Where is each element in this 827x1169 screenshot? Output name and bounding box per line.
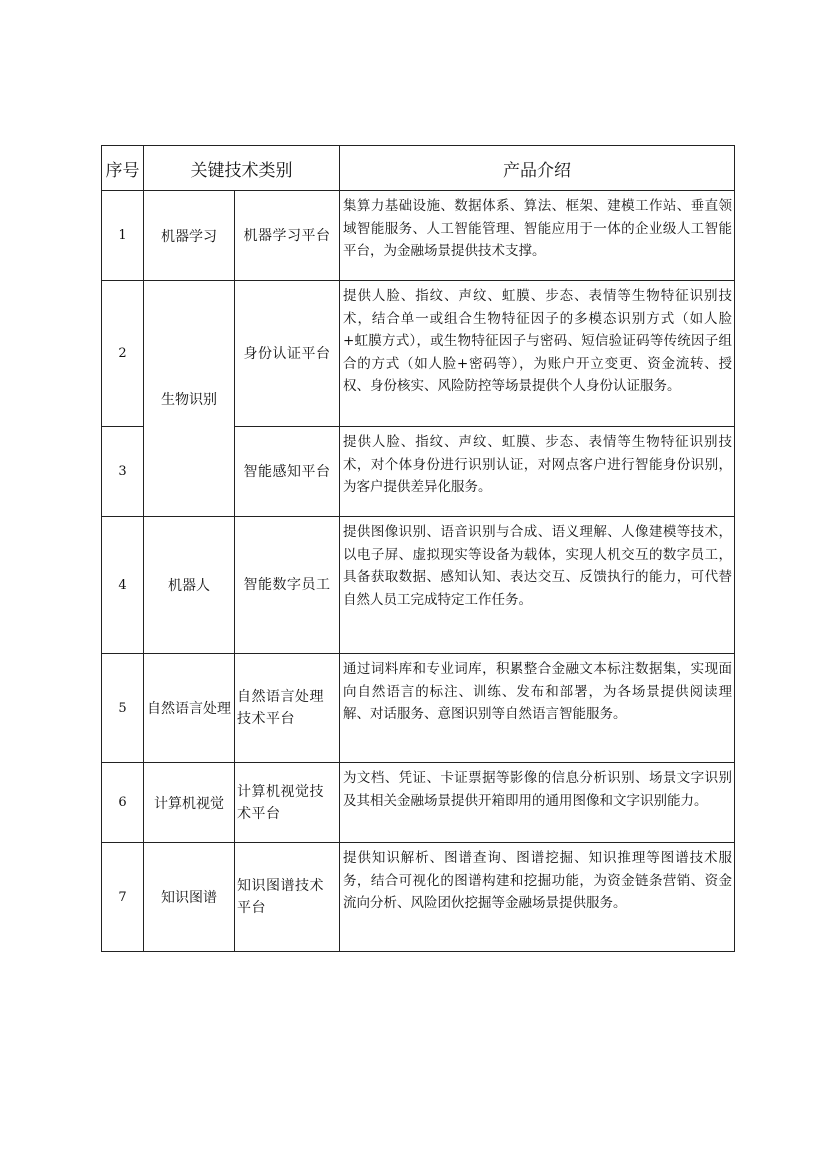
row-no: 2 (102, 281, 144, 427)
table-row (102, 843, 735, 952)
header-intro: 产品介绍 (340, 146, 735, 191)
row-category: 计算机视觉 (144, 763, 235, 843)
table-row (102, 517, 735, 654)
key-technology-table (101, 145, 735, 952)
row-category: 机器人 (144, 517, 235, 654)
row-subcategory: 智能数字员工 (235, 517, 340, 654)
row-subcategory: 机器学习平台 (235, 191, 340, 281)
header-category: 关键技术类别 (144, 146, 340, 191)
table-row (102, 763, 735, 843)
row-no: 6 (102, 763, 144, 843)
row-description: 为文档、凭证、卡证票据等影像的信息分析识别、场景文字识别及其相关金融场景提供开箱即用的通用图像和文字识别能力。 (340, 763, 735, 843)
row-no: 5 (102, 654, 144, 763)
row-description: 提供人脸、指纹、声纹、虹膜、步态、表情等生物特征识别技术，结合单一或组合生物特征因子的多模态识别方式（如人脸+虹膜方式），或生物特征因子与密码、短信验证码等传统因子组合的方式（如人脸+密码等），为账户开立变更、资金流转、授权、身份核实、风险防控等场景提供个人身份认证服务。 (340, 281, 735, 427)
row-subcategory: 自然语言处理技术平台 (235, 654, 340, 763)
row-description: 集算力基础设施、数据体系、算法、框架、建模工作站、垂直领域智能服务、人工智能管理、智能应用于一体的企业级人工智能平台，为金融场景提供技术支撑。 (340, 191, 735, 281)
row-description: 通过词料库和专业词库，积累整合金融文本标注数据集，实现面向自然语言的标注、训练、发布和部署，为各场景提供阅读理解、对话服务、意图识别等自然语言智能服务。 (340, 654, 735, 763)
row-category: 生物识别 (144, 281, 235, 517)
row-no: 4 (102, 517, 144, 654)
row-subcategory: 智能感知平台 (235, 427, 340, 517)
row-no: 7 (102, 843, 144, 952)
row-subcategory: 计算机视觉技术平台 (235, 763, 340, 843)
row-description: 提供图像识别、语音识别与合成、语义理解、人像建模等技术，以电子屏、虚拟现实等设备为载体，实现人机交互的数字员工，具备获取数据、感知认知、表达交互、反馈执行的能力，可代替自然人员工完成特定工作任务。 (340, 517, 735, 654)
table-row (102, 191, 735, 281)
table-row (102, 654, 735, 763)
row-description: 提供人脸、指纹、声纹、虹膜、步态、表情等生物特征识别技术，对个体身份进行识别认证，对网点客户进行智能身份识别，为客户提供差异化服务。 (340, 427, 735, 517)
table-header-row (102, 146, 735, 191)
row-no: 3 (102, 427, 144, 517)
row-category: 知识图谱 (144, 843, 235, 952)
table-row (102, 281, 735, 427)
row-category: 机器学习 (144, 191, 235, 281)
row-subcategory: 知识图谱技术平台 (235, 843, 340, 952)
row-subcategory: 身份认证平台 (235, 281, 340, 427)
header-no: 序号 (102, 146, 144, 191)
row-no: 1 (102, 191, 144, 281)
row-description: 提供知识解析、图谱查询、图谱挖掘、知识推理等图谱技术服务，结合可视化的图谱构建和挖掘功能，为资金链条营销、资金流向分析、风险团伙挖掘等金融场景提供服务。 (340, 843, 735, 952)
row-category: 自然语言处理 (144, 654, 235, 763)
